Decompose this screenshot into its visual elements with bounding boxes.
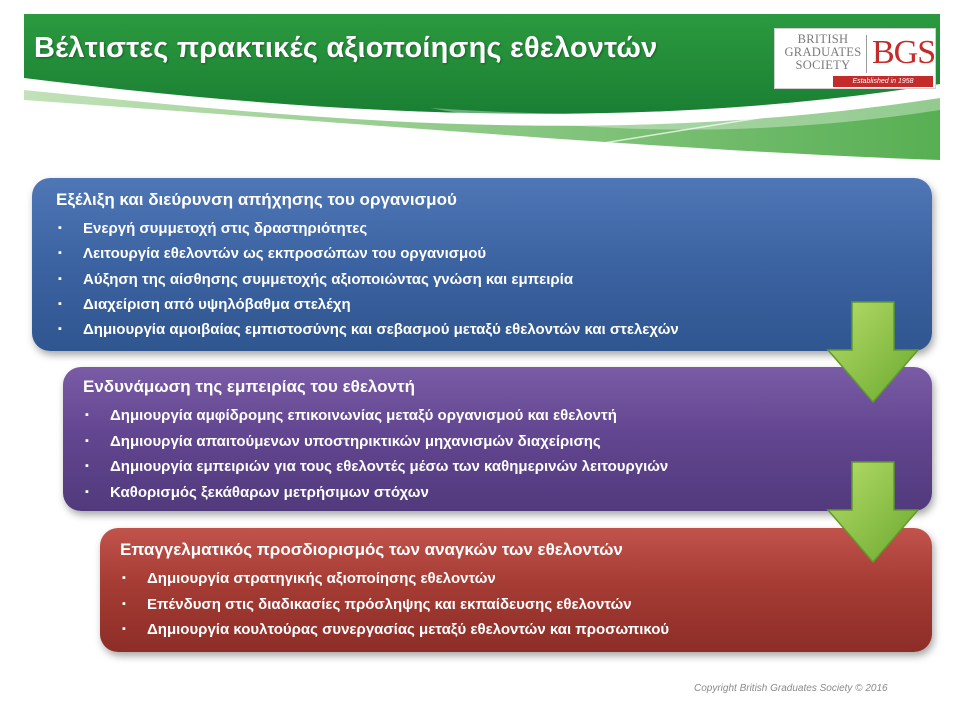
bullet-icon: ▪ xyxy=(85,460,89,472)
list-item-text: Ενεργή συμμετοχή στις δραστηριότητες xyxy=(83,220,368,237)
logo-line-1: BRITISH xyxy=(797,32,849,46)
bullet-icon: ▪ xyxy=(58,247,62,260)
panel-heading: Ενδυνάμωση της εμπειρίας του εθελοντή xyxy=(83,377,415,396)
bullet-icon: ▪ xyxy=(58,323,62,336)
bullet-icon: ▪ xyxy=(122,597,126,610)
list-item xyxy=(83,429,912,455)
logo-monogram: BGS xyxy=(872,34,936,71)
chevron-down-arrow-icon xyxy=(826,300,920,404)
list-item-text: Δημιουργία αμφίδρομης επικοινωνίας μεταξύ οργανισμού και εθελοντή xyxy=(110,407,617,424)
list-item xyxy=(83,454,912,480)
bullet-icon: ▪ xyxy=(122,623,126,635)
logo-line-3: SOCIETY xyxy=(795,58,851,72)
list-item xyxy=(120,592,912,618)
logo-established-bar: Established in 1958 xyxy=(833,76,933,87)
list-item-text: Διαχείριση από υψηλόβαθμα στελέχη xyxy=(83,295,351,313)
list-item xyxy=(56,267,912,292)
list-item-text: Δημιουργία εμπειριών για τους εθελοντές μέσω των καθημερινών λειτουργιών xyxy=(110,458,669,475)
bullet-list xyxy=(56,216,912,342)
logo-line-2: GRADUATES xyxy=(784,45,862,59)
list-item-text: Δημιουργία κουλτούρας συνεργασίας μεταξύ εθελοντών και προσωπικού xyxy=(147,621,670,638)
list-item xyxy=(56,216,912,241)
panel-organisation-growth xyxy=(32,178,932,351)
list-item-text: Δημιουργία στρατηγικής αξιοποίησης εθελοντών xyxy=(147,570,496,587)
bullet-icon: ▪ xyxy=(58,222,62,234)
logo-wordmark xyxy=(781,33,865,72)
header-banner xyxy=(0,0,960,180)
bullet-list xyxy=(120,566,912,643)
list-item xyxy=(120,566,912,592)
list-item xyxy=(120,617,912,643)
logo-divider xyxy=(866,35,867,73)
bullet-icon: ▪ xyxy=(85,409,89,421)
panel-heading: Επαγγελματικός προσδιορισμός των αναγκών των εθελοντών xyxy=(120,540,623,559)
bgs-logo xyxy=(774,28,936,89)
list-item xyxy=(56,241,912,266)
list-item xyxy=(56,317,912,342)
list-item-text: Αύξηση της αίσθησης συμμετοχής αξιοποιώντας γνώση και εμπειρία xyxy=(83,270,574,288)
list-item xyxy=(56,292,912,317)
copyright-notice: Copyright British Graduates Society © 2016 xyxy=(694,683,888,694)
bullet-icon: ▪ xyxy=(85,485,89,498)
bullet-icon: ▪ xyxy=(85,434,89,447)
chevron-down-arrow-icon xyxy=(826,460,920,564)
list-item xyxy=(83,480,912,506)
bullet-icon: ▪ xyxy=(122,572,126,584)
list-item-text: Επένδυση στις διαδικασίες πρόσληψης και εκπαίδευσης εθελοντών xyxy=(147,595,632,613)
panel-heading: Εξέλιξη και διεύρυνση απήχησης του οργανισμού xyxy=(56,190,457,209)
list-item-text: Δημιουργία απαιτούμενων υποστηρικτικών μηχανισμών διαχείρισης xyxy=(110,432,601,450)
list-item-text: Καθορισμός ξεκάθαρων μετρήσιμων στόχων xyxy=(110,483,429,501)
bullet-icon: ▪ xyxy=(58,272,62,285)
list-item-text: Λειτουργία εθελοντών ως εκπροσώπων του οργανισμού xyxy=(83,245,487,263)
page-title: Βέλτιστες πρακτικές αξιοποίησης εθελοντών xyxy=(34,32,658,64)
bullet-list xyxy=(83,403,912,505)
panel-volunteer-experience xyxy=(63,367,932,511)
panel-professional-needs xyxy=(100,528,932,652)
bullet-icon: ▪ xyxy=(58,297,62,310)
header-wave-graphic xyxy=(0,0,960,180)
list-item-text: Δημιουργία αμοιβαίας εμπιστοσύνης και σεβασμού μεταξύ εθελοντών και στελεχών xyxy=(83,321,679,339)
list-item xyxy=(83,403,912,429)
